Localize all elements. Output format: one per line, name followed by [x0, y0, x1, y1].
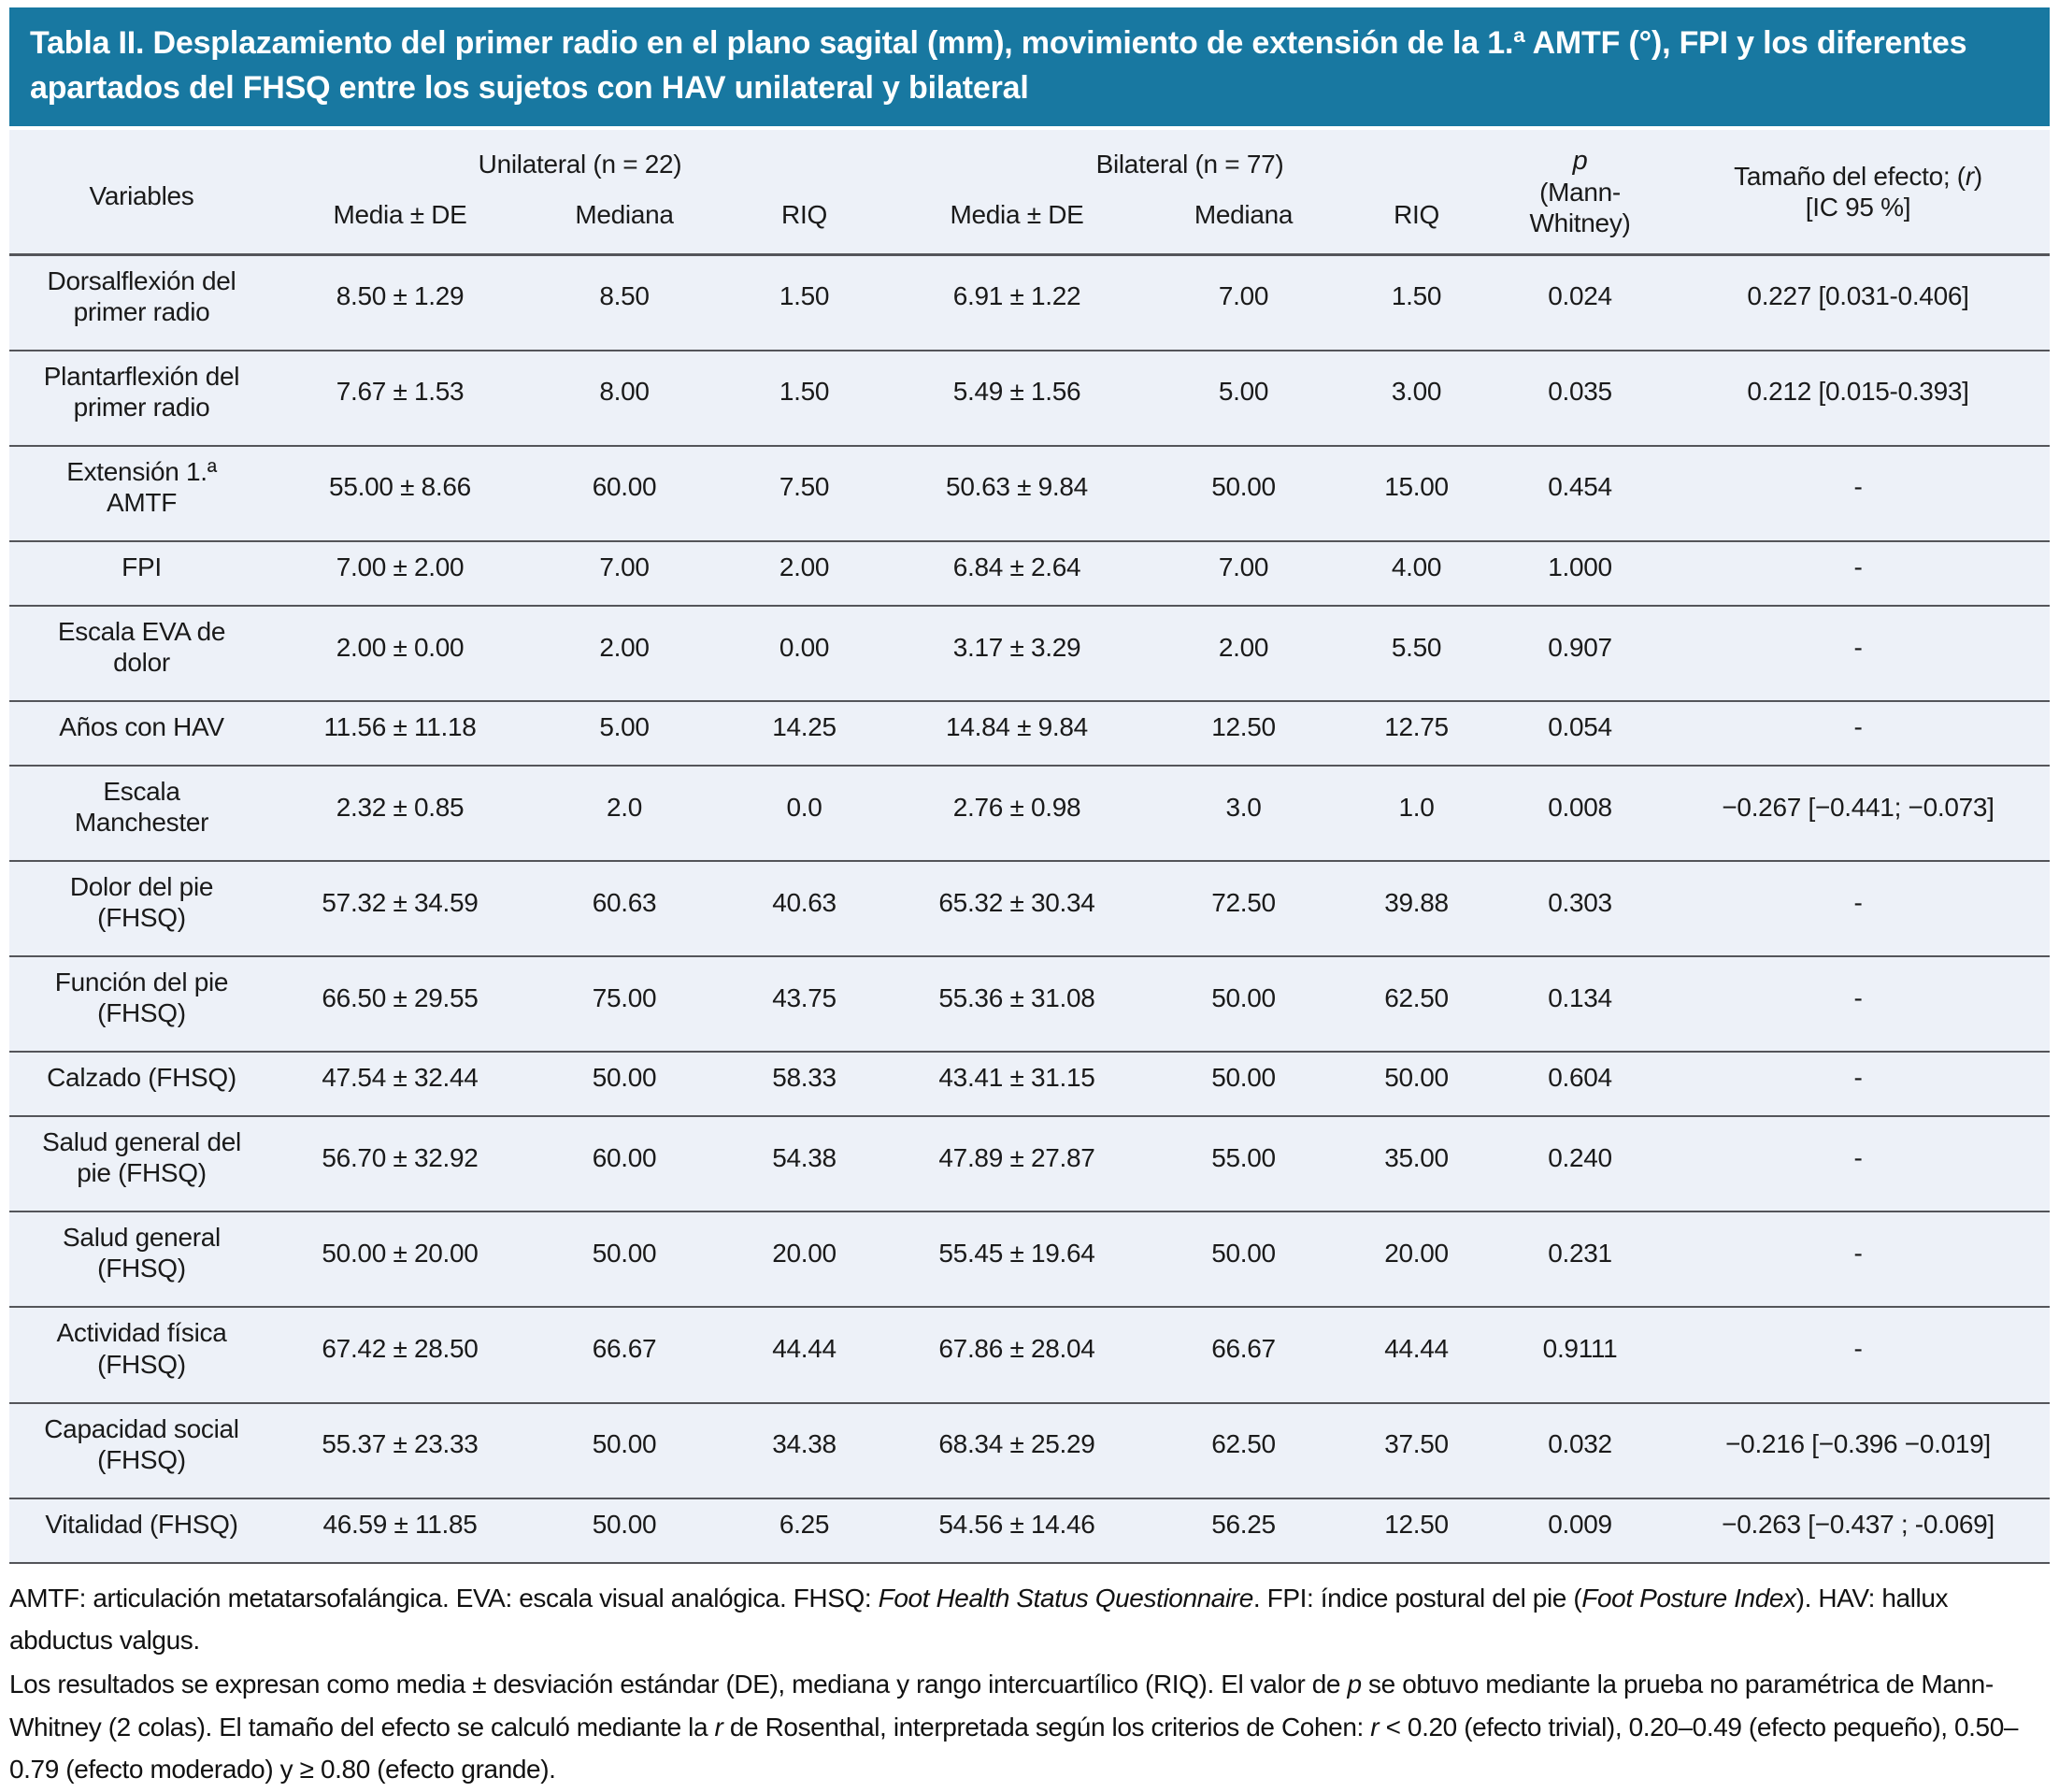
cell-bilateral-media: 43.41 ± 31.15 — [938, 1063, 1095, 1093]
cell-unilateral-mediana: 2.0 — [606, 792, 643, 822]
cell-unilateral-mediana: 7.00 — [599, 552, 650, 581]
col-header-p — [1494, 130, 1666, 255]
cell-unilateral-mediana: 50.00 — [592, 1509, 657, 1539]
cell-bilateral-mediana: 50.00 — [1211, 1238, 1276, 1268]
cell-unilateral-mediana: 50.00 — [592, 1238, 657, 1268]
cell-unilateral-mediana: 60.00 — [592, 472, 657, 502]
cell-effect-size: 0.212 [0.015-0.393] — [1747, 377, 1969, 407]
cell-unilateral-riq: 40.63 — [772, 887, 836, 917]
table-row — [9, 351, 2050, 446]
cell-unilateral-mediana: 8.00 — [599, 377, 650, 407]
cell-p-value: 0.008 — [1548, 792, 1612, 822]
cell-unilateral-mediana: 66.67 — [592, 1333, 657, 1363]
cell-effect-size: - — [1853, 552, 1863, 581]
cell-unilateral-media: 11.56 ± 11.18 — [323, 712, 477, 742]
cell-unilateral-media: 67.42 ± 28.50 — [322, 1333, 479, 1363]
cell-bilateral-riq: 37.50 — [1384, 1429, 1449, 1459]
cell-bilateral-mediana: 50.00 — [1211, 472, 1276, 502]
cell-variable: Extensión 1.ª AMTF — [66, 456, 217, 517]
cell-effect-size: - — [1853, 472, 1863, 502]
cell-bilateral-mediana: 7.00 — [1218, 552, 1269, 581]
cell-effect-size: - — [1853, 1333, 1863, 1363]
cell-p-value: 0.134 — [1548, 982, 1612, 1012]
cell-effect-size: - — [1853, 632, 1863, 662]
cell-bilateral-riq: 3.00 — [1391, 377, 1442, 407]
cell-variable: Actividad física (FHSQ) — [56, 1318, 227, 1379]
cell-p-value: 0.231 — [1548, 1238, 1612, 1268]
cell-unilateral-media: 55.00 ± 8.66 — [329, 472, 471, 502]
cell-variable: Años con HAV — [59, 712, 224, 742]
cell-bilateral-mediana: 3.0 — [1225, 792, 1262, 822]
col-header-media-bi: Media ± DE — [950, 199, 1084, 229]
cell-variable: Salud general del pie (FHSQ) — [42, 1127, 241, 1188]
cell-effect-size: - — [1853, 887, 1863, 917]
col-header-variables: Variables — [89, 181, 194, 211]
col-header-mediana-bi: Mediana — [1194, 199, 1294, 229]
cell-unilateral-riq: 1.50 — [779, 281, 830, 311]
cell-bilateral-media: 6.91 ± 1.22 — [952, 281, 1081, 311]
table-header — [9, 130, 2050, 255]
table-row — [9, 606, 2050, 701]
cell-unilateral-media: 66.50 ± 29.55 — [322, 982, 479, 1012]
cell-unilateral-media: 56.70 ± 32.92 — [322, 1142, 479, 1172]
cell-bilateral-media: 5.49 ± 1.56 — [952, 377, 1081, 407]
cell-bilateral-mediana: 12.50 — [1211, 712, 1276, 742]
cell-p-value: 0.454 — [1548, 472, 1612, 502]
cell-unilateral-riq: 2.00 — [779, 552, 830, 581]
cell-unilateral-riq: 0.00 — [779, 632, 830, 662]
table-row — [9, 1307, 2050, 1402]
cell-unilateral-mediana: 60.00 — [592, 1142, 657, 1172]
footnote-methods: Los resultados se expresan como media ± desviación estándar (DE), mediana y rango intercuartílico (RIQ). El valor de p se obtuvo mediante la prueba no paramétrica de Mann-Whitney (2 colas). El tamaño del efecto se calculó mediante la r de Rosenthal, interpretada según los criterios de Cohen: r < 0.20 (efecto trivial), 0.20–0.49 (efecto pequeño), 0.50–0.79 (efecto moderado) y ≥ 0.80 (efecto grande). — [9, 1670, 2019, 1785]
cell-unilateral-riq: 43.75 — [772, 982, 836, 1012]
cell-unilateral-media: 2.32 ± 0.85 — [336, 792, 465, 822]
header-group-row — [9, 130, 2050, 191]
results-table — [9, 130, 2050, 1564]
cell-p-value: 0.009 — [1548, 1509, 1612, 1539]
cell-effect-size: −0.263 [−0.437 ; -0.069] — [1722, 1509, 1995, 1539]
cell-variable: FPI — [122, 552, 162, 581]
col-header-effect-size — [1666, 130, 2050, 255]
table-row — [9, 861, 2050, 956]
cell-bilateral-mediana: 72.50 — [1211, 887, 1276, 917]
cell-variable: Calzado (FHSQ) — [47, 1063, 236, 1093]
col-group-bilateral: Bilateral (n = 77) — [1095, 150, 1284, 179]
cell-unilateral-media: 50.00 ± 20.00 — [322, 1238, 479, 1268]
table-row — [9, 956, 2050, 1052]
cell-bilateral-media: 67.86 ± 28.04 — [938, 1333, 1095, 1363]
table-row — [9, 1052, 2050, 1116]
cell-unilateral-media: 57.32 ± 34.59 — [322, 887, 479, 917]
table-row — [9, 1403, 2050, 1498]
cell-bilateral-riq: 20.00 — [1384, 1238, 1449, 1268]
cell-variable: Capacidad social (FHSQ) — [44, 1413, 239, 1474]
effect-size-line1: Tamaño del efecto; (r) — [1734, 161, 1982, 191]
cell-unilateral-mediana: 50.00 — [592, 1429, 657, 1459]
cell-unilateral-media: 55.37 ± 23.33 — [322, 1429, 479, 1459]
cell-p-value: 0.907 — [1548, 632, 1612, 662]
cell-unilateral-mediana: 8.50 — [599, 281, 650, 311]
col-group-unilateral: Unilateral (n = 22) — [478, 150, 682, 179]
cell-variable: Salud general (FHSQ) — [63, 1223, 221, 1283]
cell-effect-size: - — [1853, 1063, 1863, 1093]
cell-bilateral-mediana: 2.00 — [1218, 632, 1269, 662]
cell-unilateral-media: 7.00 ± 2.00 — [336, 552, 465, 581]
cell-bilateral-riq: 35.00 — [1384, 1142, 1449, 1172]
table-row — [9, 1498, 2050, 1563]
effect-size-line2: [IC 95 %] — [1805, 192, 1911, 222]
cell-bilateral-media: 54.56 ± 14.46 — [938, 1509, 1095, 1539]
cell-unilateral-riq: 54.38 — [772, 1142, 836, 1172]
cell-unilateral-riq: 6.25 — [779, 1509, 830, 1539]
cell-bilateral-mediana: 55.00 — [1211, 1142, 1276, 1172]
table-row — [9, 446, 2050, 541]
cell-p-value: 0.054 — [1548, 712, 1612, 742]
cell-effect-size: −0.267 [−0.441; −0.073] — [1722, 792, 1995, 822]
cell-effect-size: 0.227 [0.031-0.406] — [1747, 281, 1969, 311]
cell-unilateral-riq: 20.00 — [772, 1238, 836, 1268]
cell-bilateral-riq: 4.00 — [1391, 552, 1442, 581]
cell-effect-size: - — [1853, 1238, 1863, 1268]
cell-bilateral-media: 55.36 ± 31.08 — [938, 982, 1095, 1012]
cell-bilateral-riq: 39.88 — [1384, 887, 1449, 917]
cell-p-value: 0.9111 — [1542, 1333, 1618, 1363]
cell-variable: Dorsalflexión del primer radio — [47, 265, 236, 326]
cell-p-value: 0.035 — [1548, 377, 1612, 407]
cell-bilateral-media: 50.63 ± 9.84 — [946, 472, 1088, 502]
cell-unilateral-media: 7.67 ± 1.53 — [336, 377, 465, 407]
cell-bilateral-mediana: 50.00 — [1211, 982, 1276, 1012]
cell-p-value: 0.024 — [1548, 281, 1612, 311]
cell-variable: Plantarflexión del primer radio — [43, 361, 240, 422]
cell-unilateral-media: 2.00 ± 0.00 — [336, 632, 465, 662]
cell-bilateral-media: 55.45 ± 19.64 — [938, 1238, 1095, 1268]
cell-p-value: 0.032 — [1548, 1429, 1612, 1459]
table-row — [9, 766, 2050, 861]
cell-unilateral-media: 8.50 ± 1.29 — [336, 281, 465, 311]
cell-p-value: 0.303 — [1548, 887, 1612, 917]
cell-bilateral-riq: 44.44 — [1384, 1333, 1449, 1363]
table-row — [9, 1116, 2050, 1211]
cell-unilateral-mediana: 5.00 — [599, 712, 650, 742]
cell-variable: Escala Manchester — [74, 777, 209, 838]
cell-unilateral-mediana: 50.00 — [592, 1063, 657, 1093]
cell-unilateral-riq: 0.0 — [786, 792, 822, 822]
cell-bilateral-media: 65.32 ± 30.34 — [938, 887, 1095, 917]
cell-bilateral-riq: 62.50 — [1384, 982, 1449, 1012]
cell-bilateral-mediana: 7.00 — [1218, 281, 1269, 311]
table-body — [9, 254, 2050, 1562]
cell-unilateral-media: 46.59 ± 11.85 — [322, 1509, 478, 1539]
table-title-bar — [9, 7, 2050, 126]
cell-bilateral-mediana: 50.00 — [1211, 1063, 1276, 1093]
cell-effect-size: −0.216 [−0.396 −0.019] — [1725, 1429, 1991, 1459]
cell-effect-size: - — [1853, 712, 1863, 742]
paper-table-page — [9, 7, 2050, 1790]
table-title: Tabla II. Desplazamiento del primer radio en el plano sagital (mm), movimiento de extensión de la 1.ª AMTF (°), FPI y los diferentes apartados del FHSQ entre los sujetos con HAV unilateral y bilateral — [30, 25, 1967, 107]
cell-unilateral-riq: 1.50 — [779, 377, 830, 407]
cell-unilateral-riq: 34.38 — [772, 1429, 836, 1459]
cell-unilateral-riq: 7.50 — [779, 472, 830, 502]
cell-unilateral-riq: 58.33 — [772, 1063, 836, 1093]
cell-bilateral-riq: 12.50 — [1384, 1509, 1449, 1539]
table-row — [9, 254, 2050, 351]
cell-p-value: 0.604 — [1548, 1063, 1612, 1093]
cell-unilateral-riq: 14.25 — [772, 712, 836, 742]
cell-bilateral-media: 3.17 ± 3.29 — [952, 632, 1081, 662]
cell-unilateral-mediana: 75.00 — [592, 982, 657, 1012]
cell-effect-size: - — [1853, 982, 1863, 1012]
cell-variable: Función del pie (FHSQ) — [54, 968, 229, 1028]
cell-unilateral-riq: 44.44 — [772, 1333, 836, 1363]
col-header-riq-bi: RIQ — [1394, 199, 1439, 229]
cell-bilateral-media: 47.89 ± 27.87 — [938, 1142, 1095, 1172]
cell-p-value: 0.240 — [1548, 1142, 1612, 1172]
cell-unilateral-media: 47.54 ± 32.44 — [322, 1063, 479, 1093]
cell-bilateral-mediana: 5.00 — [1218, 377, 1269, 407]
cell-variable: Escala EVA de dolor — [57, 617, 226, 678]
cell-bilateral-media: 2.76 ± 0.98 — [952, 792, 1081, 822]
cell-variable: Vitalidad (FHSQ) — [45, 1509, 238, 1539]
col-header-mediana-uni: Mediana — [575, 199, 674, 229]
cell-unilateral-mediana: 2.00 — [599, 632, 650, 662]
cell-bilateral-riq: 50.00 — [1384, 1063, 1449, 1093]
footnote-abbreviations: AMTF: articulación metatarsofalángica. EVA: escala visual analógica. FHSQ: Foot Health Status Questionnaire. FPI: índice postural del pie (Foot Posture Index). HAV: hallux abductus valgus. — [9, 1583, 1949, 1655]
p-test-name: (Mann-Whitney) — [1529, 177, 1631, 237]
cell-bilateral-riq: 1.50 — [1391, 281, 1442, 311]
table-row — [9, 701, 2050, 766]
cell-bilateral-mediana: 56.25 — [1211, 1509, 1276, 1539]
cell-bilateral-riq: 1.0 — [1398, 792, 1435, 822]
p-symbol: p — [1572, 145, 1588, 176]
table-row — [9, 1211, 2050, 1307]
cell-bilateral-media: 14.84 ± 9.84 — [946, 712, 1088, 742]
col-header-media-uni: Media ± DE — [333, 199, 467, 229]
cell-bilateral-riq: 15.00 — [1384, 472, 1449, 502]
col-header-riq-uni: RIQ — [781, 199, 827, 229]
cell-effect-size: - — [1853, 1142, 1863, 1172]
cell-bilateral-mediana: 62.50 — [1211, 1429, 1276, 1459]
table-row — [9, 541, 2050, 606]
cell-bilateral-media: 6.84 ± 2.64 — [952, 552, 1081, 581]
cell-unilateral-mediana: 60.63 — [592, 887, 657, 917]
cell-bilateral-mediana: 66.67 — [1211, 1333, 1276, 1363]
cell-bilateral-riq: 5.50 — [1391, 632, 1442, 662]
cell-p-value: 1.000 — [1548, 552, 1612, 581]
cell-bilateral-media: 68.34 ± 25.29 — [938, 1429, 1095, 1459]
cell-variable: Dolor del pie (FHSQ) — [69, 872, 214, 933]
table-footnotes — [9, 1577, 2050, 1791]
cell-bilateral-riq: 12.75 — [1384, 712, 1449, 742]
